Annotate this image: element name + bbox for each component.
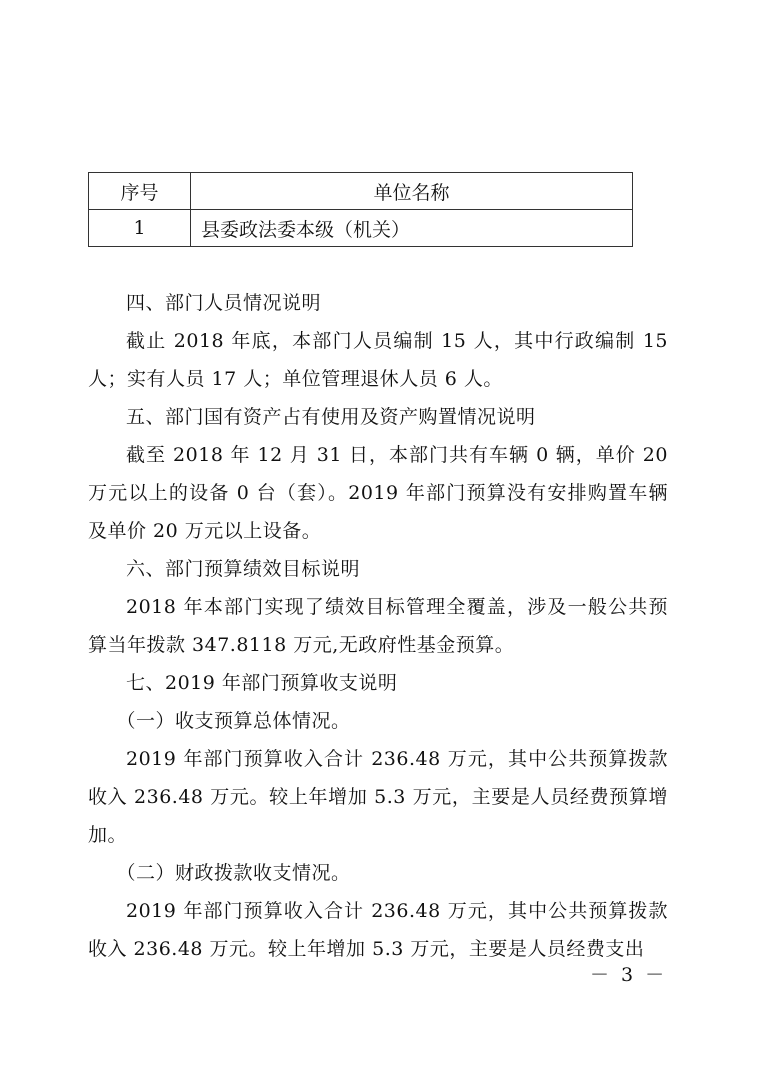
table-header-row xyxy=(89,173,633,210)
table-cell-seq: 1 xyxy=(89,210,191,247)
body-text xyxy=(88,284,668,968)
subsection-heading-fiscal: （二）财政拨款收支情况。 xyxy=(116,862,351,884)
table-header-name: 单位名称 xyxy=(191,173,633,210)
paragraph-overall: 2019 年部门预算收入合计 236.48 万元，其中公共预算拨款收入 236.48 万元。较上年增加 5.3 万元，主要是人员经费预算增加。 xyxy=(88,748,668,846)
page-number: － 3 － xyxy=(590,964,668,986)
section-heading-budget: 七、2019 年部门预算收支说明 xyxy=(126,672,398,694)
paragraph-fiscal: 2019 年部门预算收入合计 236.48 万元，其中公共预算拨款收入 236.48 万元。较上年增加 5.3 万元，主要是人员经费支出 xyxy=(88,900,668,960)
table-header-seq: 序号 xyxy=(89,173,191,210)
paragraph-staff: 截止 2018 年底，本部门人员编制 15 人，其中行政编制 15 人；实有人员 17 人；单位管理退休人员 6 人。 xyxy=(88,330,668,390)
subsection-heading-overall: （一）收支预算总体情况。 xyxy=(116,710,351,732)
table-cell-name: 县委政法委本级（机关） xyxy=(191,210,633,247)
section-heading-performance: 六、部门预算绩效目标说明 xyxy=(126,558,361,580)
paragraph-performance: 2018 年本部门实现了绩效目标管理全覆盖，涉及一般公共预算当年拨款 347.8118 万元,无政府性基金预算。 xyxy=(88,596,668,656)
table-row xyxy=(89,210,633,247)
paragraph-assets: 截至 2018 年 12 月 31 日，本部门共有车辆 0 辆，单价 20 万元以上的设备 0 台（套）。2019 年部门预算没有安排购置车辆及单价 20 万元以上设备。 xyxy=(88,444,668,542)
unit-table xyxy=(88,172,633,247)
section-heading-staff: 四、部门人员情况说明 xyxy=(126,292,322,314)
section-heading-assets: 五、部门国有资产占有使用及资产购置情况说明 xyxy=(126,406,536,428)
